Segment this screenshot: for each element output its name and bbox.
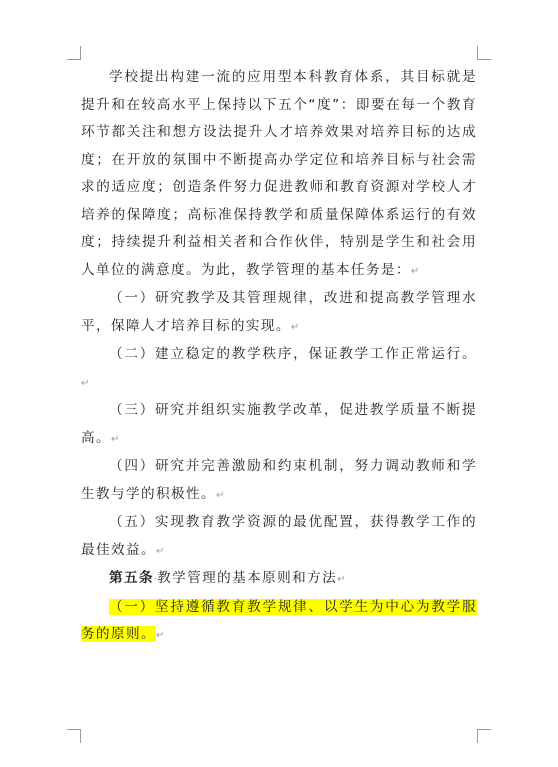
intro-paragraph xyxy=(81,64,477,285)
task-text-1: （一）研究教学及其管理规律，改进和提高教学管理水平，保障人才培养目标的实现。 xyxy=(81,290,477,334)
task-paragraph-5 xyxy=(81,509,477,565)
task-paragraph-3 xyxy=(81,397,477,453)
task-text-3: （三）研究并组织实施教学改革，促进教学质量不断提高。 xyxy=(81,402,477,446)
crop-mark-top-right xyxy=(477,46,491,60)
paragraph-mark: ↵ xyxy=(290,321,300,333)
intro-text: 学校提出构建一流的应用型本科教育体系，其目标就是提升和在较高水平上保持以下五个“度”：即要在每一个教育环节都关注和想方设法提升人才培养效果对培养目标的达成度；在开放的氛围中不断提高办学定位和培养目标与社会需求的适应度；创造条件努力促进教师和教育资源对学校人才培养的保障度；高标准保持教学和质量保障体系运行的有效度；持续提升利益相关者和合作伙伴，特别是学生和社会用人单位的满意度。为此，教学管理的基本任务是： xyxy=(81,69,477,278)
paragraph-mark: ↵ xyxy=(81,377,90,389)
task-paragraph-2 xyxy=(81,341,477,397)
task-text-2: （二）建立稳定的教学秩序，保证教学工作正常运行。 xyxy=(109,346,477,362)
crop-mark-bottom-left xyxy=(67,729,81,743)
principle-text-highlighted: （一）坚持遵循教育教学规律、以学生为中心为教学服务的原则。 xyxy=(81,598,477,642)
paragraph-mark: ↵ xyxy=(155,630,165,641)
space-mark: · xyxy=(153,574,158,585)
paragraph-mark: ↵ xyxy=(215,489,225,501)
document-body[interactable] xyxy=(81,64,477,650)
article-heading xyxy=(81,565,477,594)
task-paragraph-4 xyxy=(81,453,477,509)
crop-mark-bottom-right xyxy=(477,729,491,743)
article-title: 教学管理的基本原则和方法 xyxy=(157,570,338,586)
principle-paragraph-1 xyxy=(81,594,477,650)
article-number: 第五条 xyxy=(109,570,154,586)
paragraph-mark: ↵ xyxy=(337,574,346,585)
paragraph-mark: ↵ xyxy=(155,545,165,557)
paragraph-mark: ↵ xyxy=(410,265,420,277)
task-paragraph-1 xyxy=(81,285,477,341)
task-text-4: （四）研究并完善激励和约束机制，努力调动教师和学生教与学的积极性。 xyxy=(81,458,477,502)
task-text-5: （五）实现教育教学资源的最优配置，获得教学工作的最佳效益。 xyxy=(81,514,477,558)
paragraph-mark: ↵ xyxy=(111,433,120,445)
crop-mark-top-left xyxy=(67,46,81,60)
